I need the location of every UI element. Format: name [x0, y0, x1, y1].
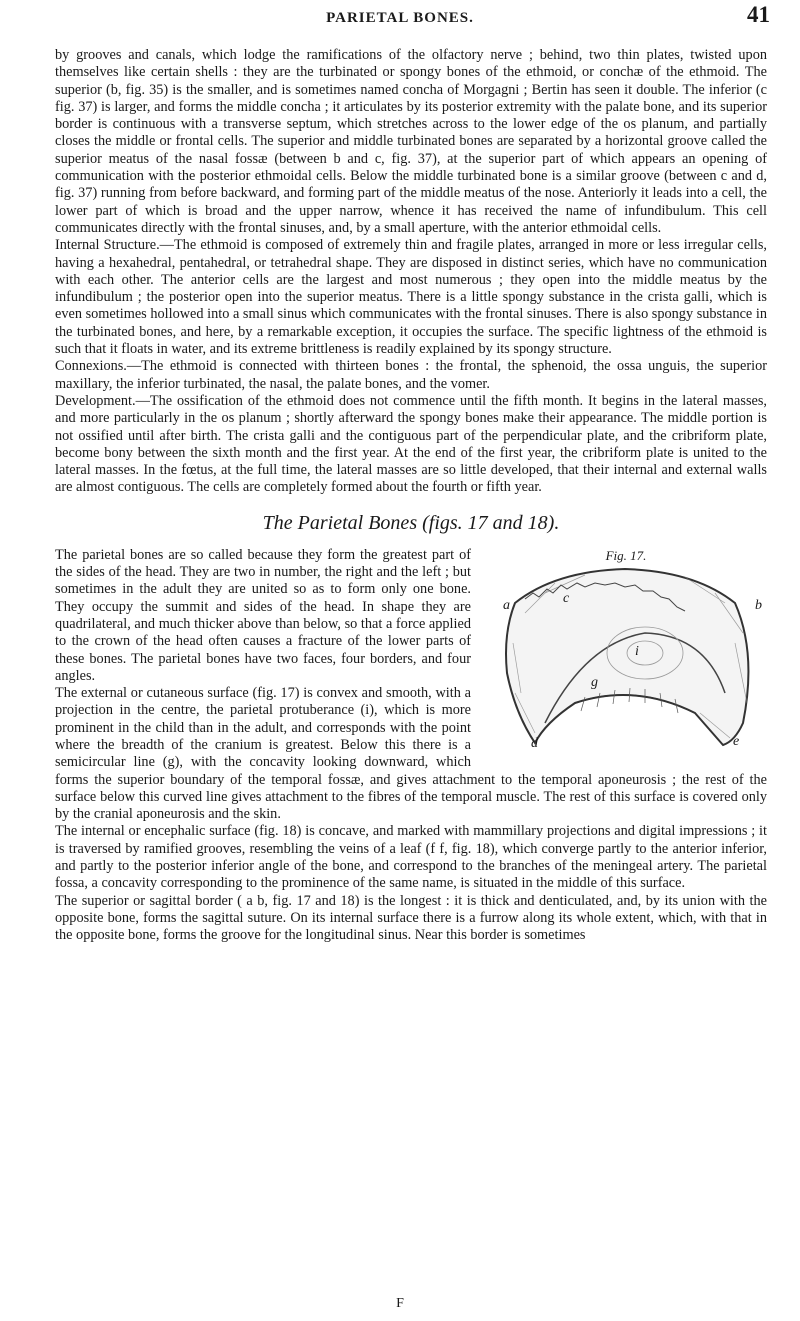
- label-b: b: [755, 597, 762, 613]
- paragraph-text: The external or cutaneous surface (fig. 17) is convex and smooth, with a projection in the centre, the parietal protuberance (i), which is more prominent in the child than in the adult, and corresponds with the point where the breadth of the cranium is greatest. Below this there is a semicircular line (g), with the concavity looking downward, which forms the superior boundary of the temporal fossæ, and gives attachment to the temporal aponeurosis ; the rest of the surface below this curved line gives attachment to the fibres of the temporal muscle. The rest of this surface is covered only by the cranial aponeurosis and the skin.: [55, 685, 767, 823]
- paragraph: [55, 547, 767, 824]
- running-title: PARIETAL BONES.: [326, 10, 474, 26]
- label-a: a: [503, 597, 510, 613]
- signature-mark: F: [396, 1296, 404, 1311]
- label-c: c: [563, 590, 570, 606]
- paragraph: by grooves and canals, which lodge the ramifications of the olfactory nerve ; behind, two thin plates, twisted upon themselves like certain shells : they are the turbinated or spongy bones of the ethmoid, or conchæ of the ethmoid. The superior (b, fig. 35) is the smaller, and is sometimes named concha of Morgagni ; Bertin has seen it double. The inferior (c fig. 37) is larger, and forms the middle concha ; it articulates by its posterior extremity with the palate bone, and its superior border is continuous with a transverse septum, which stretches across to the lower edge of the os planum, and partially closes the middle or frontal cells. The superior and middle turbinated bones are separated by a horizontal groove called the superior meatus of the nasal fossæ (between b and c, fig. 37), at the superior part of which appears an opening of communication with the posterior ethmoidal cells. Below the middle turbinated bone is a similar groove (between c and d, fig. 37) running from before backward, and forming part of the middle meatus of the nose. Anteriorly it leads into a cell, the lower part of which is broad and the upper narrow, whence it has received the name of infundibulum. This cell communicates directly with the frontal sinuses, and, by a small aperture, with the anterior ethmoidal cells.: [55, 47, 767, 236]
- page-number: 41: [747, 2, 770, 27]
- label-i: i: [635, 643, 639, 659]
- parietal-bone-illustration: [485, 563, 767, 753]
- label-g: g: [591, 674, 598, 690]
- paragraph: The internal or encephalic surface (fig. 18) is concave, and marked with mammillary projections and digital impressions ; it is traversed by ramified grooves, resembling the veins of a leaf (f f, fig. 18), which converge partly to the anterior inferior, and partly to the posterior inferior angle of the bone, and correspond to the branches of the meningeal artery. The parietal fossa, a concavity corresponding to the prominence of the same name, is situated in the middle of this surface.: [55, 823, 767, 892]
- paragraph: Connexions.—The ethmoid is connected with thirteen bones : the frontal, the sphenoid, the ossa unguis, the superior maxillary, the inferior turbinated, the nasal, the palate bones, and the vomer.: [55, 358, 767, 392]
- page-content: [55, 47, 767, 945]
- figure-caption: Fig. 17.: [605, 547, 647, 563]
- figure-17: [485, 547, 767, 755]
- label-e: e: [733, 733, 740, 749]
- paragraph: Development.—The ossification of the ethmoid does not commence until the fifth month. It begins in the lateral masses, and more particularly in the os planum ; shortly afterward the spongy bones make their appearance. The middle portion is not ossified until after birth. The crista galli and the contiguous part of the perpendicular plate, and the cribriform plate, become bony between the sixth month and the first year. At the end of the first year, the cribriform plate is united to the lateral masses. In the fœtus, at the full time, the lateral masses are so little developed, that their internal and external walls are almost contiguous. The cells are completely formed about the fourth or fifth year.: [55, 392, 767, 496]
- section-heading: The Parietal Bones (figs. 17 and 18).: [262, 511, 560, 534]
- paragraph: Internal Structure.—The ethmoid is composed of extremely thin and fragile plates, arranged in more or less irregular cells, having a hexahedral, pentahedral, or tetrahedral shape. They are disposed in distinct series, which have no communication with each other. The anterior cells are the largest and most numerous ; they open into the middle meatus by the infundibulum ; the posterior open into the superior meatus. There is a little spongy substance in the crista galli, which is even sometimes hollowed into a small sinus which communicates with the frontal sinuses. There is also spongy substance in the turbinated bones, and here, by a remarkable exception, it occupies the surface. The specific lightness of the ethmoid is such that it floats in water, and its extreme brittleness is readily explained by its spongy structure.: [55, 237, 767, 358]
- paragraph: The superior or sagittal border ( a b, fig. 17 and 18) is the longest : it is thick and denticulated, and, by its union with the opposite bone, forms the sagittal suture. On its internal surface there is a furrow along its whole extent, which, with that in the opposite bone, forms the groove for the longitudinal sinus. Near this border is sometimes: [55, 892, 767, 944]
- paragraph-text: The parietal bones are so called because they form the greatest part of the sides of the head. They are two in number, the right and the left ; but sometimes in the adult they are united so as to form only one bone. They occupy the summit and sides of the head. In shape they are quadrilateral, and much thicker above than below, so that a force applied to the crown of the head often causes a fracture of the lower parts of these bones. The parietal bones have two faces, four borders, and four angles.: [55, 546, 471, 684]
- label-d: d: [531, 735, 538, 751]
